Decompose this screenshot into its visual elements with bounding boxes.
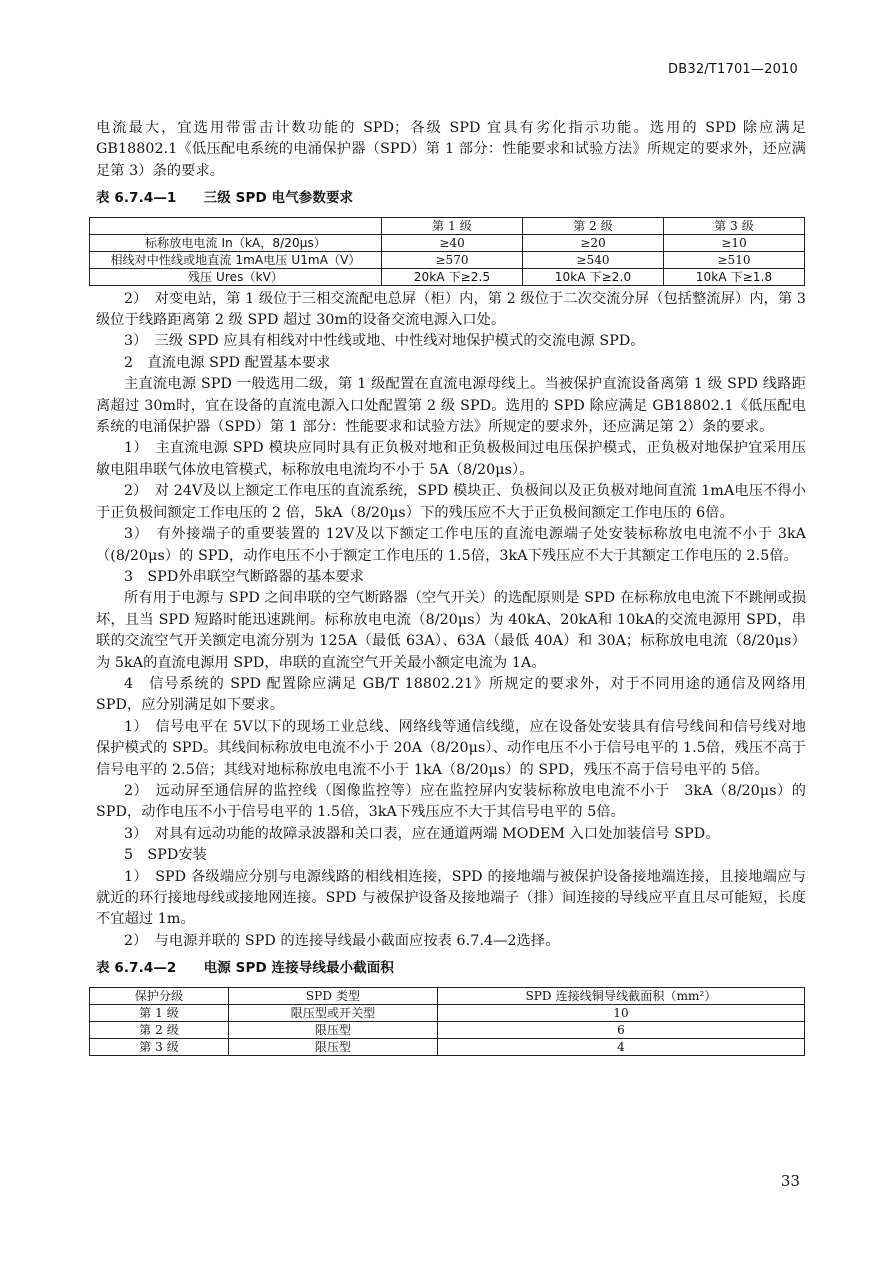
- table-cell: 限压型或开关型: [229, 1004, 438, 1021]
- table-cell: 4: [438, 1038, 805, 1055]
- table-header-cell: 第 2 级: [523, 217, 664, 234]
- section-heading: 3 SPD外串联空气断路器的基本要求: [124, 568, 365, 585]
- table-cell: 残压 Ures（kV）: [90, 268, 382, 285]
- table-cell: 限压型: [229, 1021, 438, 1038]
- paragraph: 1） SPD 各级端应分别与电源线路的相线相连接，SPD 的接地端与被保护设备接地端连接，且接地端应与就近的环行接地母线或接地网连接。SPD 与被保护设备及接地端子（排）间连接的导线应平直且尽可能短，长度不宜超过 1m。: [96, 868, 806, 928]
- table-header-cell: 第 1 级: [382, 217, 523, 234]
- table-row: [90, 1021, 805, 1038]
- table-row: [90, 268, 805, 285]
- table-cell: 标称放电电流 In（kA，8/20μs）: [90, 234, 382, 251]
- table-row: [90, 251, 805, 268]
- table-cell: 第 2 级: [90, 1021, 229, 1038]
- table-header-cell: 第 3 级: [664, 217, 805, 234]
- table-cell: 20kA 下≥2.5: [382, 268, 523, 285]
- table-2-caption: 表 6.7.4—2 电源 SPD 连接导线最小截面积: [96, 960, 394, 977]
- table-row: [90, 1038, 805, 1055]
- paragraph: 2） 对 24V及以上额定工作电压的直流系统，SPD 模块正、负极间以及正负极对地间直流 1mA电压不得小于正负极间额定工作电压的 2 倍，5kA（8/20μs）下的残压应不大于正负极间额定工作电压的 6倍。: [96, 483, 806, 521]
- doc-id-header: DB32/T1701—2010: [668, 62, 798, 77]
- spd-parameters-table: [89, 217, 805, 286]
- paragraph: 1） 主直流电源 SPD 模块应同时具有正负极对地和正负极极间过电压保护模式，正负极对地保护宜采用压敏电阻串联气体放电管模式，标称放电电流均不小于 5A（8/20μs）。: [96, 440, 806, 478]
- table-cell: 10: [438, 1004, 805, 1021]
- paragraph: 2） 与电源并联的 SPD 的连接导线最小截面应按表 6.7.4—2选择。: [124, 932, 560, 949]
- table-cell: 相线对中性线或地直流 1mA电压 U1mA（V）: [90, 251, 382, 268]
- table-cell: 第 1 级: [90, 1004, 229, 1021]
- table-row: [90, 1004, 805, 1021]
- table-cell: ≥20: [523, 234, 664, 251]
- table-cell: ≥40: [382, 234, 523, 251]
- paragraph: 3） 有外接端子的重要装置的 12V及以下额定工作电压的直流电源端子处安装标称放电电流不小于 3kA（(8/20μs）的 SPD，动作电压不小于额定工作电压的 1.5倍，3kA下残压应不大于其额定工作电压的 2.5倍。: [96, 526, 806, 564]
- section-heading: 2 直流电源 SPD 配置基本要求: [124, 354, 331, 371]
- table-cell: ≥510: [664, 251, 805, 268]
- paragraph: 3） 对具有远动功能的故障录波器和关口表，应在通道两端 MODEM 入口处加装信号 SPD。: [124, 825, 720, 842]
- table-cell: 第 3 级: [90, 1038, 229, 1055]
- paragraph: 3） 三级 SPD 应具有相线对中性线或地、中性线对地保护模式的交流电源 SPD。: [124, 333, 645, 350]
- table-cell: ≥10: [664, 234, 805, 251]
- paragraph: 2） 对变电站，第 1 级位于三相交流配电总屏（柜）内，第 2 级位于二次交流分屏（包括整流屏）内，第 3 级位于线路距离第 2 级 SPD 超过 30m的设备交流电源入口处。: [96, 290, 806, 329]
- connection-wire-table: [89, 987, 805, 1056]
- table-header-cell: [90, 217, 382, 234]
- table-header-row: [90, 987, 805, 1004]
- table-header-cell: SPD 连接线铜导线截面积（mm²）: [438, 987, 805, 1004]
- paragraph: 所有用于电源与 SPD 之间串联的空气断路器（空气开关）的选配原则是 SPD 在标称放电电流下不跳闸或损坏，且当 SPD 短路时能迅速跳闸。标称放电电流（8/20μs）为 40kA、20kA和 10kA的交流电源用 SPD，串联的交流空气开关额定电流分别为 125A（最低 63A）、63A（最低 40A）和 30A；标称放电电流（8/20μs）为 5kA的直流电源用 SPD，串联的直流空气开关最小额定电流为 1A。: [96, 590, 806, 671]
- table-cell: ≥570: [382, 251, 523, 268]
- paragraph: 2） 远动屏至通信屏的监控线（图像监控等）应在监控屏内安装标称放电电流不小于 3kA（8/20μs）的 SPD，动作电压不小于信号电平的 1.5倍，3kA下残压应不大于其信号电平的 5倍。: [96, 782, 806, 821]
- table-row: [90, 234, 805, 251]
- page-number: 33: [780, 1172, 800, 1190]
- document-body: [96, 118, 806, 1056]
- table-header-row: [90, 217, 805, 234]
- section-heading: 4 信号系统的 SPD 配置除应满足 GB/T 18802.21》所规定的要求外，对于不同用途的通信及网络用 SPD，应分别满足如下要求。: [96, 675, 806, 714]
- paragraph: 电流最大，宜选用带雷击计数功能的 SPD；各级 SPD 宜具有劣化指示功能。选用的 SPD 除应满足 GB18802.1《低压配电系统的电涌保护器（SPD）第 1 部分：性能要求和试验方法》所规定的要求外，还应满足第 3）条的要求。: [96, 120, 806, 179]
- table-cell: 6: [438, 1021, 805, 1038]
- section-heading: 5 SPD安装: [124, 847, 207, 864]
- table-cell: 10kA 下≥2.0: [523, 268, 664, 285]
- table-1-caption: 表 6.7.4—1 三级 SPD 电气参数要求: [96, 190, 354, 207]
- paragraph: 主直流电源 SPD 一般选用二级，第 1 级配置在直流电源母线上。当被保护直流设备离第 1 级 SPD 线路距离超过 30m时，宜在设备的直流电源入口处配置第 2 级 SPD。选用的 SPD 除应满足 GB18802.1《低压配电系统的电涌保护器（SPD）第 1 部分：性能要求和试验方法》所规定的要求外，还应满足第 2）条的要求。: [96, 376, 806, 436]
- table-header-cell: SPD 类型: [229, 987, 438, 1004]
- table-cell: 限压型: [229, 1038, 438, 1055]
- paragraph: 1） 信号电平在 5V以下的现场工业总线、网络线等通信线缆，应在设备处安装具有信号线间和信号线对地保护模式的 SPD。其线间标称放电电流不小于 20A（8/20μs）、动作电压不小于信号电平的 1.5倍，残压不高于信号电平的 2.5倍；其线对地标称放电电流不小于 1kA（8/20μs）的 SPD，残压不高于信号电平的 5倍。: [96, 718, 806, 778]
- table-header-cell: 保护分级: [90, 987, 229, 1004]
- table-cell: 10kA 下≥1.8: [664, 268, 805, 285]
- table-cell: ≥540: [523, 251, 664, 268]
